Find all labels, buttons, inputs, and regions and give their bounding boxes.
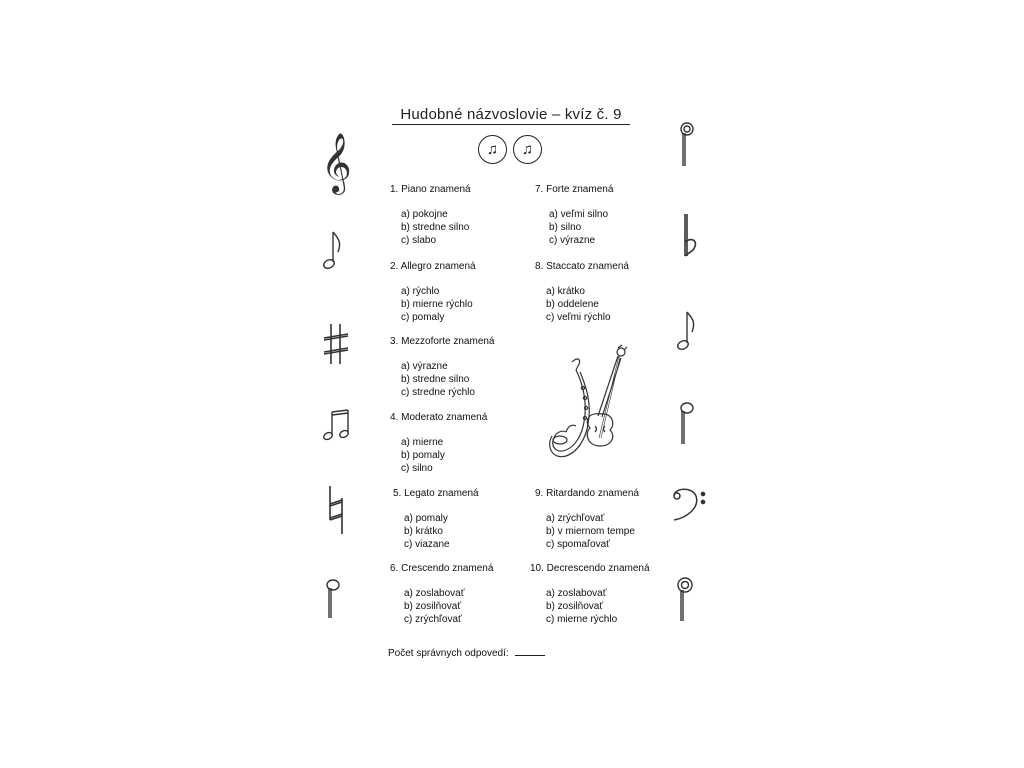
answer-option: b) oddelene (546, 299, 599, 310)
answer-option: a) mierne (401, 437, 444, 448)
question-4 (390, 411, 487, 475)
answer-option: b) v miernom tempe (546, 526, 635, 537)
score-line (388, 648, 545, 659)
answer-option: c) slabo (401, 235, 437, 246)
quiz-title: Hudobné názvoslovie – kvíz č. 9 (392, 106, 630, 125)
answer-option: b) stredne silno (401, 374, 470, 385)
natural-icon (325, 484, 347, 536)
answer-option: c) spomaľovať (546, 539, 610, 550)
eighth-note-icon (322, 228, 346, 272)
question-text: 6. Crescendo znamená (390, 563, 494, 574)
answer-option: a) pokojne (401, 209, 448, 220)
answer-option: a) zoslabovať (546, 588, 607, 599)
answer-option: b) zosilňovať (404, 601, 462, 612)
question-9 (535, 487, 639, 551)
question-text: 10. Decrescendo znamená (530, 563, 650, 574)
question-text: 7. Forte znamená (535, 184, 614, 195)
answer-option: a) krátko (546, 286, 585, 297)
question-text: 5. Legato znamená (393, 488, 479, 499)
question-2 (390, 260, 476, 324)
answer-option: a) zoslabovať (404, 588, 465, 599)
answer-option: b) zosilňovať (546, 601, 604, 612)
saxophone-violin-illustration (548, 342, 630, 464)
question-10 (530, 562, 650, 626)
answer-option: a) výrazne (401, 361, 448, 372)
half-note-icon (676, 398, 698, 446)
bass-clef-icon (670, 486, 710, 522)
eighth-notes-icon: ♫ (478, 135, 507, 164)
answer-option: b) silno (549, 222, 582, 233)
answer-option: b) stredne silno (401, 222, 470, 233)
question-6 (390, 562, 493, 626)
eighth-notes-icon: ♫ (513, 135, 542, 164)
question-text: 1. Piano znamená (390, 184, 471, 195)
sharp-icon (321, 322, 351, 366)
answer-option: a) pomaly (404, 513, 448, 524)
question-1 (390, 183, 471, 247)
score-label: Počet správnych odpovedí: (388, 648, 509, 659)
answer-option: b) pomaly (401, 450, 445, 461)
question-5 (393, 487, 479, 551)
half-note-icon (323, 576, 345, 620)
answer-option: c) mierne rýchlo (546, 614, 618, 625)
svg-text:𝄞: 𝄞 (321, 133, 352, 193)
answer-option: c) viazane (404, 539, 450, 550)
answer-option: b) krátko (404, 526, 443, 537)
question-text: 2. Allegro znamená (390, 261, 476, 272)
answer-option: b) mierne rýchlo (401, 299, 473, 310)
answer-option: c) výrazne (549, 235, 596, 246)
answer-option: c) zrýchľovať (404, 614, 462, 625)
answer-option: c) stredne rýchlo (401, 387, 475, 398)
question-text: 4. Moderato znamená (390, 412, 488, 423)
question-7 (535, 183, 613, 247)
answer-option: c) pomaly (401, 312, 445, 323)
answer-option: c) silno (401, 463, 433, 474)
question-text: 9. Ritardando znamená (535, 488, 639, 499)
score-blank (515, 655, 545, 656)
quarter-note-icon (674, 575, 698, 623)
question-text: 3. Mezzoforte znamená (390, 336, 495, 347)
flat-icon (681, 212, 701, 260)
question-3 (390, 335, 495, 399)
answer-option: a) zrýchľovať (546, 513, 605, 524)
question-8 (535, 260, 629, 324)
answer-option: a) veľmi silno (549, 209, 609, 220)
answer-option: a) rýchlo (401, 286, 440, 297)
quarter-note-icon (676, 120, 698, 168)
question-text: 8. Staccato znamená (535, 261, 629, 272)
treble-clef-icon (321, 128, 352, 193)
eighth-note-icon (676, 308, 700, 354)
answer-option: c) veľmi rýchlo (546, 312, 611, 323)
beamed-notes-icon (322, 408, 352, 442)
